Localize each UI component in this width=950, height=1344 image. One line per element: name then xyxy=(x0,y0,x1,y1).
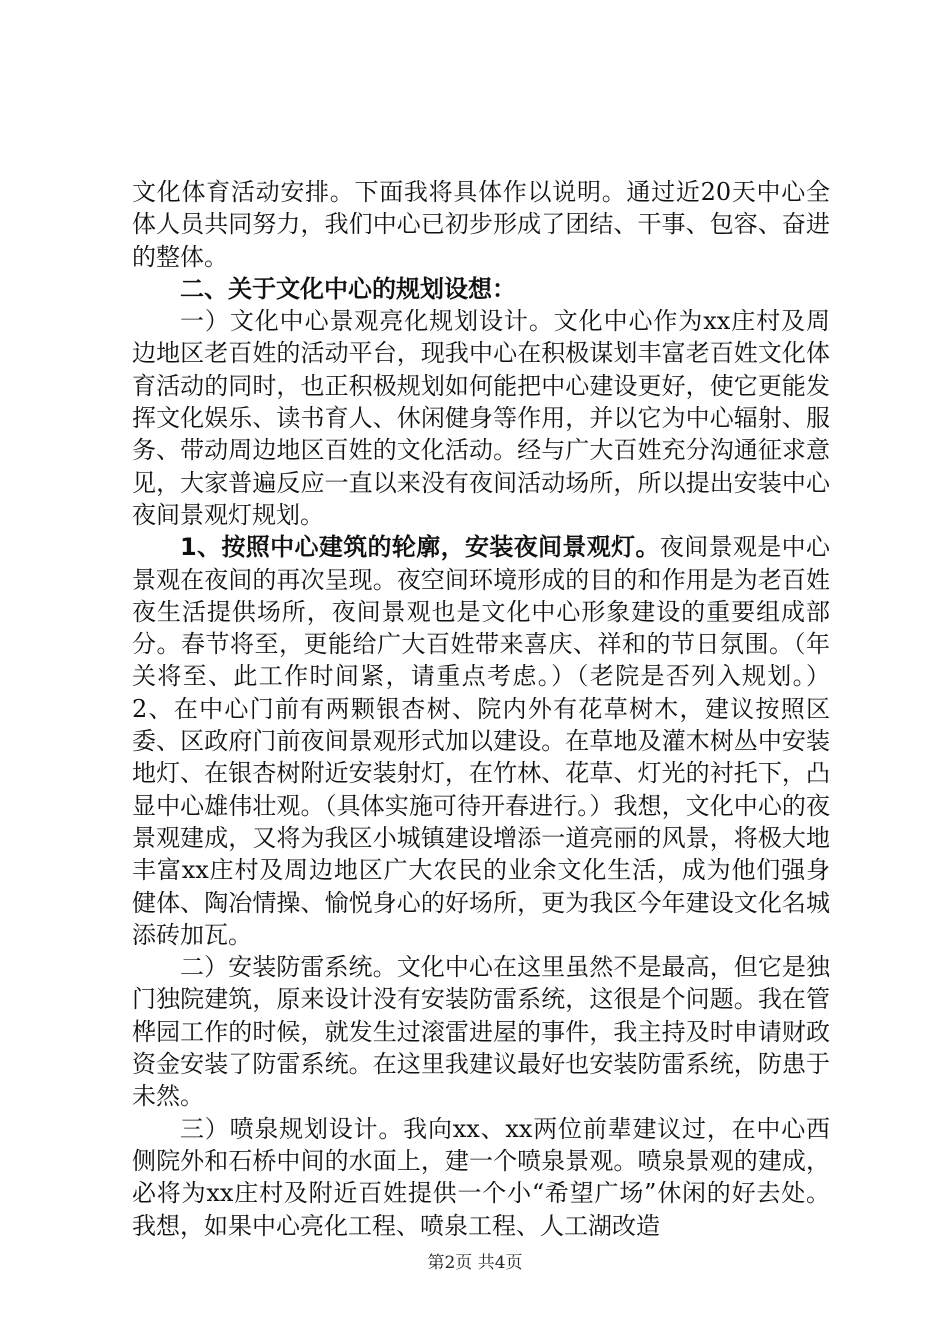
section-heading: 二、关于文化中心的规划设想： xyxy=(180,274,516,303)
paragraph-continuation: 文化体育活动安排。下面我将具体作以说明。通过近20天中心全体人员共同努力，我们中心已初步形成了团结、干事、包容、奋进的整体。 xyxy=(132,178,830,271)
paragraph-night-lights xyxy=(132,531,830,951)
document-body xyxy=(132,176,830,1242)
paragraph-lightning-protection: 二）安装防雷系统。文化中心在这里虽然不是最高，但它是独门独院建筑，原来设计没有安装防雷系统，这很是个问题。我在管桦园工作的时候，就发生过滚雷进屋的事件，我主持及时申请财政资金安装了防雷系统。在这里我建议最好也安装防雷系统，防患于未然。 xyxy=(132,953,830,1111)
paragraph-night-lights-text: 夜间景观是中心景观在夜间的再次呈现。夜空间环境形成的目的和作用是为老百姓夜生活提供场所，夜间景观也是文化中心形象建设的重要组成部分。春节将至，更能给广大百姓带来喜庆、祥和的节日氛围。（年关将至、此工作时间紧，请重点考虑。）（老院是否列入规划。）2、在中心门前有两颗银杏树、院内外有花草树木，建议按照区委、区政府门前夜间景观形式加以建设。在草地及灌木树丛中安装地灯、在银杏树附近安装射灯，在竹林、花草、灯光的衬托下，凸显中心雄伟壮观。（具体实施可待开春进行。）我想，文化中心的夜景观建成，又将为我区小城镇建设增添一道亮丽的风景，将极大地丰富xx庄村及周边地区广大农民的业余文化生活，成为他们强身健体、陶冶情操、愉悦身心的好场所，更为我区今年建设文化名城添砖加瓦。 xyxy=(132,533,831,949)
paragraph-lighting-plan: 一）文化中心景观亮化规划设计。文化中心作为xx庄村及周边地区老百姓的活动平台，现我中心在积极谋划丰富老百姓文化体育活动的同时，也正积极规划如何能把中心建设更好，使它更能发挥文化娱乐、读书育人、休闲健身等作用，并以它为中心辐射、服务、带动周边地区百姓的文化活动。经与广大百姓充分沟通征求意见，大家普遍反应一直以来没有夜间活动场所，所以提出安装中心夜间景观灯规划。 xyxy=(132,307,830,529)
page-number-footer: 第2页 共4页 xyxy=(427,1253,523,1273)
paragraph-fountain-plan: 三）喷泉规划设计。我向xx、xx两位前辈建议过，在中心西侧院外和石桥中间的水面上，建一个喷泉景观。喷泉景观的建成，必将为xx庄村及附近百姓提供一个小“希望广场”休闲的好去处。我想，如果中心亮化工程、喷泉工程、人工湖改造 xyxy=(132,1114,830,1240)
paragraph-lead-bold: 1、按照中心建筑的轮廓，安装夜间景观灯。 xyxy=(180,533,660,562)
